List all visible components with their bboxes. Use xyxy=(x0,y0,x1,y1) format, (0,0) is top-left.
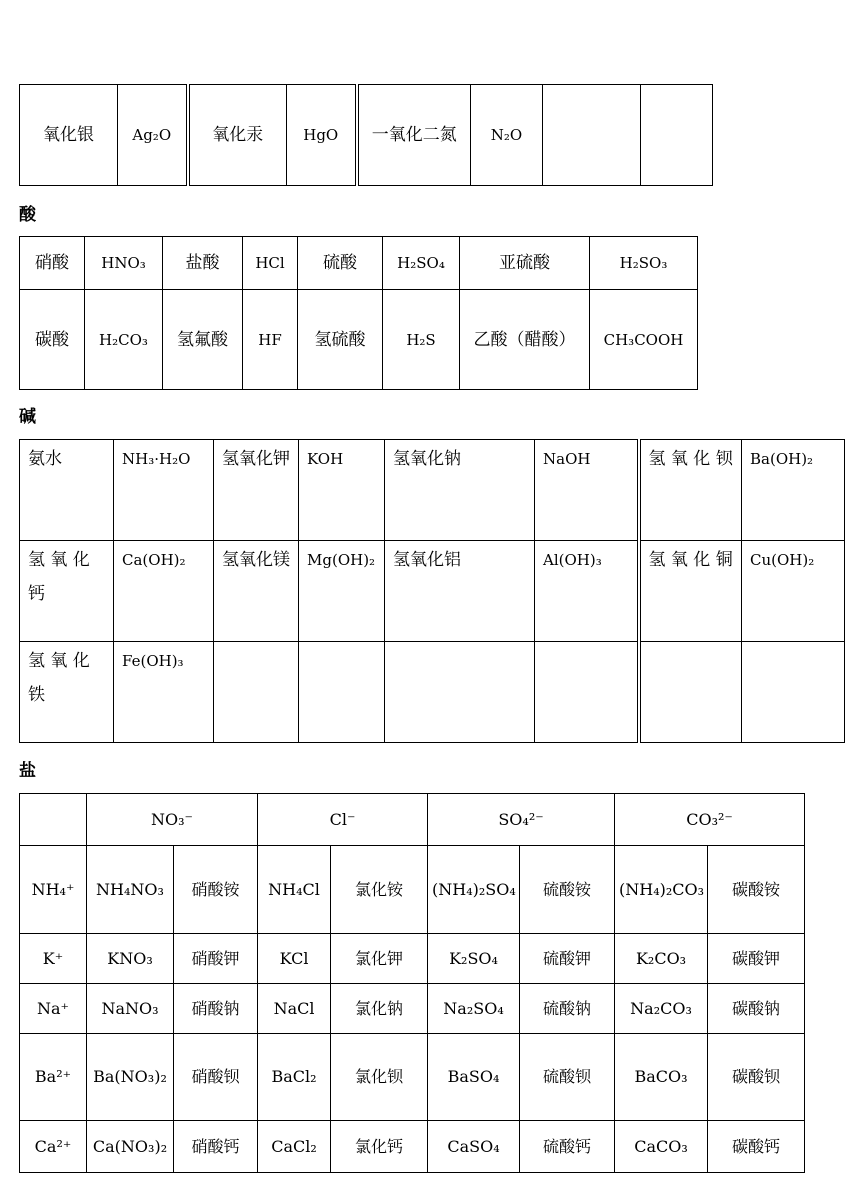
cell: 硝酸铵 xyxy=(174,846,258,934)
cell: 氧化汞 xyxy=(188,85,287,186)
cell: BaSO₄ xyxy=(428,1034,520,1121)
cell: 硫酸钠 xyxy=(520,984,615,1034)
cell: KOH xyxy=(299,440,385,541)
cell: 碳酸钙 xyxy=(708,1121,805,1173)
base-row xyxy=(20,440,845,541)
cell xyxy=(535,642,639,743)
anion-header: NO₃⁻ xyxy=(87,794,258,846)
oxide-row xyxy=(20,85,713,186)
cell: 氨水 xyxy=(20,440,114,541)
cell: BaCO₃ xyxy=(615,1034,708,1121)
cell: Al(OH)₃ xyxy=(535,541,639,642)
base-row xyxy=(20,541,845,642)
cell: Na₂CO₃ xyxy=(615,984,708,1034)
cell: NH₄NO₃ xyxy=(87,846,174,934)
cell: H₂S xyxy=(383,290,460,390)
cell: 氯化钙 xyxy=(331,1121,428,1173)
cell: 盐酸 xyxy=(163,237,243,290)
cell: 碳酸钡 xyxy=(708,1034,805,1121)
cell xyxy=(214,642,299,743)
cell: 硫酸钡 xyxy=(520,1034,615,1121)
salt-row xyxy=(20,934,805,984)
cell: 氢硫酸 xyxy=(298,290,383,390)
cell: (NH₄)₂CO₃ xyxy=(615,846,708,934)
base-table xyxy=(19,439,845,743)
cation-cell: Ba²⁺ xyxy=(20,1034,87,1121)
cell: 乙酸（醋酸） xyxy=(460,290,590,390)
cell: Mg(OH)₂ xyxy=(299,541,385,642)
cell: Ba(OH)₂ xyxy=(742,440,845,541)
cell: Cu(OH)₂ xyxy=(742,541,845,642)
cell xyxy=(299,642,385,743)
acid-row xyxy=(20,237,698,290)
cell: Ca(OH)₂ xyxy=(114,541,214,642)
cell: CaSO₄ xyxy=(428,1121,520,1173)
salt-row xyxy=(20,1034,805,1121)
anion-header: CO₃²⁻ xyxy=(615,794,805,846)
cell: HF xyxy=(243,290,298,390)
cell: 硫酸铵 xyxy=(520,846,615,934)
cell: 一氧化二氮 xyxy=(357,85,471,186)
cell: H₂SO₄ xyxy=(383,237,460,290)
salt-table xyxy=(19,793,805,1173)
cell: 碳酸铵 xyxy=(708,846,805,934)
cell: CaCl₂ xyxy=(258,1121,331,1173)
cell: HCl xyxy=(243,237,298,290)
cation-cell: K⁺ xyxy=(20,934,87,984)
cell: 硫酸 xyxy=(298,237,383,290)
cell: H₂SO₃ xyxy=(590,237,698,290)
cell: 氯化铵 xyxy=(331,846,428,934)
cell xyxy=(543,85,641,186)
cell: KCl xyxy=(258,934,331,984)
cation-cell: Ca²⁺ xyxy=(20,1121,87,1173)
cell: NaCl xyxy=(258,984,331,1034)
cell: 碳酸钠 xyxy=(708,984,805,1034)
cell: 氢氟酸 xyxy=(163,290,243,390)
cell: 碳酸钾 xyxy=(708,934,805,984)
cell: 硝酸钙 xyxy=(174,1121,258,1173)
cell: 硫酸钙 xyxy=(520,1121,615,1173)
cell: 氯化钠 xyxy=(331,984,428,1034)
cell: 氯化钡 xyxy=(331,1034,428,1121)
cell: 硝酸钠 xyxy=(174,984,258,1034)
salt-row xyxy=(20,984,805,1034)
cell: NH₄Cl xyxy=(258,846,331,934)
cell: CaCO₃ xyxy=(615,1121,708,1173)
cell: 硝酸 xyxy=(20,237,85,290)
acid-heading: 酸 xyxy=(19,205,36,225)
base-row xyxy=(20,642,845,743)
cell: KNO₃ xyxy=(87,934,174,984)
cell: 氢氧化钠 xyxy=(385,440,535,541)
corner-cell xyxy=(20,794,87,846)
cell: NaOH xyxy=(535,440,639,541)
anion-header: SO₄²⁻ xyxy=(428,794,615,846)
cation-cell: NH₄⁺ xyxy=(20,846,87,934)
cell: HNO₃ xyxy=(85,237,163,290)
cell: 氢氧化镁 xyxy=(214,541,299,642)
cation-cell: Na⁺ xyxy=(20,984,87,1034)
cell xyxy=(641,85,713,186)
cell: 硝酸钡 xyxy=(174,1034,258,1121)
salt-row xyxy=(20,846,805,934)
salt-row xyxy=(20,1121,805,1173)
cell: 硝酸钾 xyxy=(174,934,258,984)
acid-table xyxy=(19,236,698,390)
salt-header-row xyxy=(20,794,805,846)
cell: Fe(OH)₃ xyxy=(114,642,214,743)
cell: 氧化银 xyxy=(20,85,118,186)
cell xyxy=(385,642,535,743)
cell xyxy=(639,642,742,743)
cell: Ca(NO₃)₂ xyxy=(87,1121,174,1173)
cell: 氯化钾 xyxy=(331,934,428,984)
cell: 氢 氧 化 钙 xyxy=(20,541,114,642)
cell: NaNO₃ xyxy=(87,984,174,1034)
cell: 氢 氧 化 铁 xyxy=(20,642,114,743)
cell: N₂O xyxy=(471,85,543,186)
oxide-table xyxy=(19,84,713,186)
cell: HgO xyxy=(287,85,357,186)
cell: H₂CO₃ xyxy=(85,290,163,390)
acid-row xyxy=(20,290,698,390)
cell xyxy=(742,642,845,743)
cell: 氢 氧 化 钡 xyxy=(639,440,742,541)
cell: 硫酸钾 xyxy=(520,934,615,984)
anion-header: Cl⁻ xyxy=(258,794,428,846)
cell: K₂SO₄ xyxy=(428,934,520,984)
cell: NH₃·H₂O xyxy=(114,440,214,541)
cell: (NH₄)₂SO₄ xyxy=(428,846,520,934)
cell: Na₂SO₄ xyxy=(428,984,520,1034)
cell: K₂CO₃ xyxy=(615,934,708,984)
cell: Ag₂O xyxy=(118,85,188,186)
cell: Ba(NO₃)₂ xyxy=(87,1034,174,1121)
cell: 氢 氧 化 铜 xyxy=(639,541,742,642)
cell: CH₃COOH xyxy=(590,290,698,390)
base-heading: 碱 xyxy=(19,407,36,427)
cell: 氢氧化铝 xyxy=(385,541,535,642)
salt-heading: 盐 xyxy=(19,761,36,781)
cell: 氢氧化钾 xyxy=(214,440,299,541)
cell: BaCl₂ xyxy=(258,1034,331,1121)
cell: 碳酸 xyxy=(20,290,85,390)
cell: 亚硫酸 xyxy=(460,237,590,290)
